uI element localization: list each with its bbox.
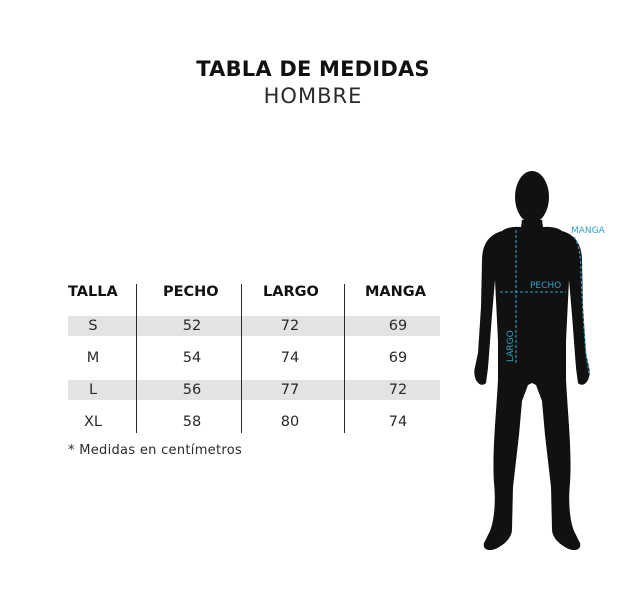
page-subtitle: HOMBRE <box>263 84 363 108</box>
body-silhouette-icon <box>462 165 621 560</box>
column-header-talla: TALLA <box>68 284 118 300</box>
cell-manga: 69 <box>388 318 408 334</box>
cell-talla: XL <box>83 414 102 430</box>
column-header-pecho: PECHO <box>163 284 219 300</box>
cell-talla: L <box>88 382 98 398</box>
table-row <box>68 348 440 368</box>
pecho-label: PECHO <box>530 281 562 291</box>
column-divider <box>241 284 242 433</box>
cell-largo: 77 <box>280 382 300 398</box>
cell-manga: 74 <box>388 414 408 430</box>
manga-label: MANGA <box>571 226 605 236</box>
column-header-manga: MANGA <box>365 284 426 300</box>
cell-largo: 72 <box>280 318 300 334</box>
cell-pecho: 56 <box>182 382 202 398</box>
cell-talla: M <box>86 350 100 366</box>
table-row <box>68 380 440 400</box>
column-header-largo: LARGO <box>263 284 319 300</box>
table-row <box>68 316 440 336</box>
cell-manga: 72 <box>388 382 408 398</box>
largo-label: LARGO <box>506 330 516 362</box>
cell-pecho: 52 <box>182 318 202 334</box>
page-title: TABLA DE MEDIDAS <box>196 57 430 81</box>
cell-largo: 74 <box>280 350 300 366</box>
cell-talla: S <box>88 318 98 334</box>
cell-pecho: 58 <box>182 414 202 430</box>
column-divider <box>136 284 137 433</box>
table-row <box>68 412 440 432</box>
cell-largo: 80 <box>280 414 300 430</box>
measurement-note: * Medidas en centímetros <box>68 443 243 458</box>
cell-pecho: 54 <box>182 350 202 366</box>
cell-manga: 69 <box>388 350 408 366</box>
column-divider <box>344 284 345 433</box>
